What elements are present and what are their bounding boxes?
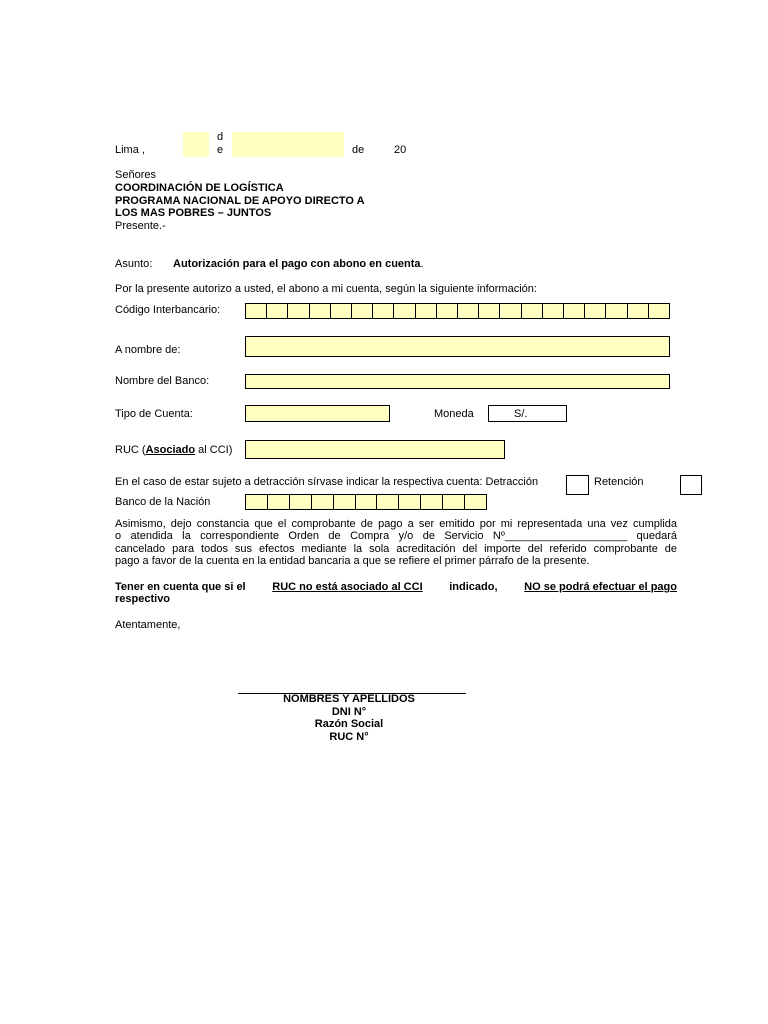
addressee-line-3: LOS MAS POBRES – JUNTOS <box>115 207 272 219</box>
de-label: de <box>352 144 365 156</box>
paragraph-line-1: Asimismo, dejo constancia que el comprobante de pago a ser emitido por mi representada una vez cumplida <box>115 518 677 530</box>
retention-checkbox[interactable] <box>680 475 702 495</box>
cci-cell[interactable] <box>564 304 585 318</box>
bank-nacion-cell[interactable] <box>443 495 465 509</box>
cci-cell[interactable] <box>288 304 309 318</box>
bank-nacion-cell[interactable] <box>334 495 356 509</box>
cci-cell[interactable] <box>310 304 331 318</box>
bank-label: Nombre del Banco: <box>115 375 210 387</box>
city-label: Lima , <box>115 144 145 156</box>
bank-nacion-cell[interactable] <box>268 495 290 509</box>
bank-field[interactable] <box>245 374 670 389</box>
signature-dni: DNI N° <box>331 706 367 718</box>
ruc-field[interactable] <box>245 440 505 459</box>
warning-part-1: Tener en cuenta que si el <box>115 581 246 593</box>
cci-cell[interactable] <box>352 304 373 318</box>
bank-nacion-cell[interactable] <box>246 495 268 509</box>
retention-label: Retención <box>594 476 644 488</box>
cci-cell[interactable] <box>585 304 606 318</box>
month-field[interactable] <box>232 132 344 157</box>
cci-cell[interactable] <box>458 304 479 318</box>
year-prefix: 20 <box>394 144 407 156</box>
currency-box[interactable] <box>488 405 567 422</box>
subject-label: Asunto: <box>115 258 153 270</box>
day-field[interactable] <box>183 132 209 157</box>
paragraph-line-4: pago a favor de la cuenta en la entidad bancaria a que se refiere el primer párrafo de la presente. <box>115 555 590 567</box>
addressee-line-2: PROGRAMA NACIONAL DE APOYO DIRECTO A <box>115 195 365 207</box>
bank-nacion-grid[interactable] <box>245 494 487 510</box>
warning-part-2: RUC no está asociado al CCI <box>272 581 423 593</box>
cci-cell[interactable] <box>331 304 352 318</box>
cci-cell[interactable] <box>267 304 288 318</box>
detraction-text: En el caso de estar sujeto a detracción sírvase indicar la respectiva cuenta: Detracción <box>115 476 539 488</box>
greeting: Señores <box>115 169 156 181</box>
ruc-label-start: RUC ( <box>115 444 146 456</box>
cci-cell[interactable] <box>606 304 627 318</box>
addressee-line-1: COORDINACIÓN DE LOGÍSTICA <box>115 182 284 194</box>
de-letter-2: e <box>217 144 224 156</box>
bank-nacion-cell[interactable] <box>312 495 334 509</box>
paragraph-line-3: cancelado para todos sus efectos mediante la sola acreditación del importe del referido comprobante de <box>115 543 677 555</box>
intro-text: Por la presente autorizo a usted, el abono a mi cuenta, según la siguiente información: <box>115 283 537 295</box>
presente: Presente.- <box>115 220 166 232</box>
account-type-label: Tipo de Cuenta: <box>115 408 193 420</box>
cci-cell[interactable] <box>500 304 521 318</box>
bank-nacion-label: Banco de la Nación <box>115 496 211 508</box>
currency-value: S/. <box>514 408 528 420</box>
warning-part-4: NO se podrá efectuar el pago <box>524 581 677 593</box>
account-type-field[interactable] <box>245 405 390 422</box>
cci-cell[interactable] <box>479 304 500 318</box>
bank-nacion-cell[interactable] <box>421 495 443 509</box>
currency-label: Moneda <box>434 408 474 420</box>
signature-names: NOMBRES Y APELLIDOS <box>283 693 415 705</box>
paragraph-line-2: o atendida la correspondiente Orden de Compra y/o de Servicio Nº____________________ quedará <box>115 530 677 542</box>
bank-nacion-cell[interactable] <box>399 495 421 509</box>
subject-period: . <box>420 258 424 270</box>
cci-label: Código Interbancario: <box>115 304 221 316</box>
cci-cell[interactable] <box>416 304 437 318</box>
cci-grid[interactable] <box>245 303 670 319</box>
cci-cell[interactable] <box>543 304 564 318</box>
bank-nacion-cell[interactable] <box>465 495 486 509</box>
ruc-label <box>115 444 232 456</box>
de-letter-1: d <box>217 131 224 143</box>
cci-cell[interactable] <box>437 304 458 318</box>
cci-cell[interactable] <box>649 304 669 318</box>
subject-text-bold: Autorización para el pago con abono en cuenta <box>173 258 421 270</box>
warning-part-3: indicado, <box>449 581 498 593</box>
signature-ruc: RUC N° <box>329 731 369 743</box>
bank-nacion-cell[interactable] <box>356 495 378 509</box>
warning-line-1 <box>115 581 677 593</box>
cci-cell[interactable] <box>373 304 394 318</box>
warning-line-2: respectivo <box>115 593 171 605</box>
cci-cell[interactable] <box>246 304 267 318</box>
detraction-checkbox[interactable] <box>566 475 589 495</box>
cci-cell[interactable] <box>394 304 415 318</box>
ruc-label-bold: Asociado <box>145 444 196 456</box>
cci-cell[interactable] <box>628 304 649 318</box>
subject-text <box>173 258 424 270</box>
name-label: A nombre de: <box>115 344 181 356</box>
name-field[interactable] <box>245 336 670 357</box>
bank-nacion-cell[interactable] <box>290 495 312 509</box>
cci-cell[interactable] <box>522 304 543 318</box>
closing: Atentamente, <box>115 619 181 631</box>
signature-razon: Razón Social <box>314 718 384 730</box>
ruc-label-end: al CCI) <box>195 444 233 456</box>
bank-nacion-cell[interactable] <box>377 495 399 509</box>
